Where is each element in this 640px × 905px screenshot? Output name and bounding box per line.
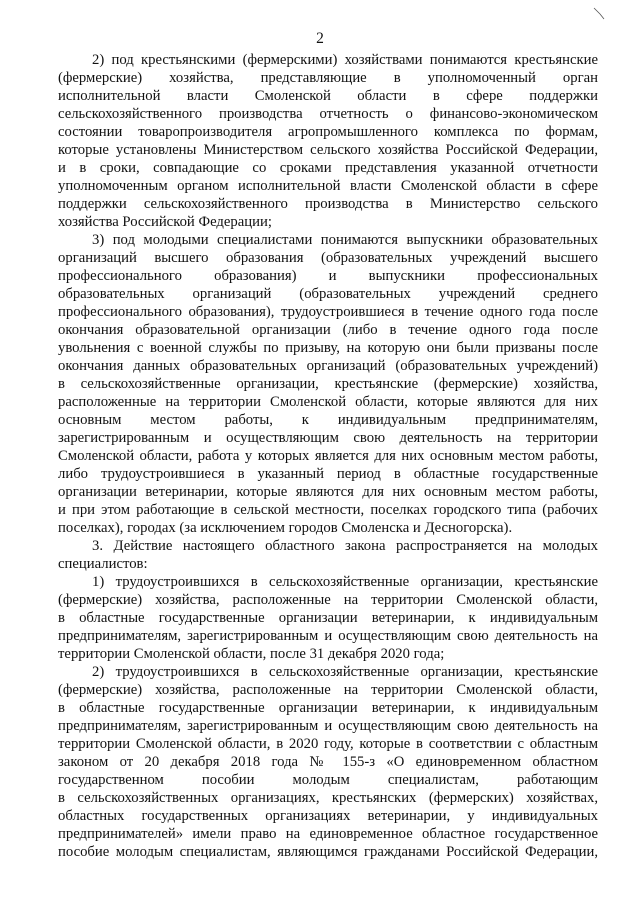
text-line: организации ветеринарии, которые являются для них основным местом работы, [58, 484, 598, 500]
text-line: организаций высшего образования (образовательных учреждений высшего [58, 250, 598, 266]
text-line: и при этом работающие в сельской местности, поселках городского типа (рабочих [58, 502, 598, 518]
text-line: зарегистрированным и осуществляющим свою деятельность на территории [58, 430, 598, 446]
text-line: либо трудоустроившиеся в указанный период в областные государственные [58, 466, 598, 482]
text-line: 3. Действие настоящего областного закона распространяется на молодых [92, 538, 598, 554]
text-line: которые установлены Министерством сельского хозяйства Российской Федерации, [58, 142, 598, 158]
text-line: предпринимателям, зарегистрированным и осуществляющим свою деятельность на [58, 628, 598, 644]
text-line: в сельскохозяйственные организации, крестьянские (фермерские) хозяйства, [58, 376, 598, 392]
text-line: окончания данных образовательных организаций (образовательных учреждений) [58, 358, 598, 374]
text-line: хозяйства Российской Федерации; [58, 214, 272, 230]
text-line: (фермерские) хозяйства, расположенные на территории Смоленской области, [58, 592, 598, 608]
text-line: и в сроки, совпадающие со сроками представления указанной отчетности [58, 160, 598, 176]
text-line: сельскохозяйственного производства отчетность о финансово-экономическом [58, 106, 598, 122]
text-line: 2) под крестьянскими (фермерскими) хозяйствами понимаются крестьянские [92, 52, 598, 68]
text-line: в областные государственные организации ветеринарии, к индивидуальным [58, 610, 598, 626]
text-line: территории Смоленской области, в 2020 году, которые в соответствии с областным [58, 736, 598, 752]
text-line: поселках), городах (за исключением городов Смоленска и Десногорска). [58, 520, 513, 536]
text-line: в сельскохозяйственных организациях, крестьянских (фермерских) хозяйствах, [58, 790, 598, 806]
text-line: увольнения с военной службы по призыву, на которую они были призваны после [58, 340, 598, 356]
text-line: областных государственных организациях ветеринарии, у индивидуальных [58, 808, 598, 824]
text-line: исполнительной власти Смоленской области в сфере поддержки [58, 88, 598, 104]
text-line: окончания образовательной организации (либо в течение одного года после [58, 322, 598, 338]
text-line: профессионального образования), трудоустроившиеся в течение одного года после [58, 304, 598, 320]
page-number: 2 [316, 30, 324, 47]
text-line: поддержки сельскохозяйственного производства в Министерство сельского [58, 196, 598, 212]
text-line: профессионального образования) и выпускники профессиональных [58, 268, 598, 284]
text-line: образовательных организаций (образовательных учреждений среднего [58, 286, 598, 302]
text-line: основным местом работы, к индивидуальным предпринимателям, [58, 412, 598, 428]
text-line: пособие молодым специалистам, являющимся гражданами Российской Федерации, [58, 844, 598, 860]
text-line: законом от 20 декабря 2018 года № 155-з «О единовременном областном [58, 754, 598, 770]
text-line: расположенные на территории Смоленской области, которые являются для них [58, 394, 598, 410]
text-line: (фермерские) хозяйства, расположенные на территории Смоленской области, [58, 682, 598, 698]
document-body [58, 51, 598, 861]
scan-corner-mark [592, 6, 606, 20]
text-line: состоянии товаропроизводителя агропромышленного комплекса по формам, [58, 124, 598, 140]
text-line: территории Смоленской области, после 31 декабря 2020 года; [58, 646, 445, 662]
text-line: Смоленской области, работа у которых является для них основным местом работы, [58, 448, 598, 464]
text-line: государственном пособии молодым специалистам, работающим [58, 772, 598, 788]
text-line: предпринимателей» имели право на единовременное областное государственное [58, 826, 598, 842]
text-line: уполномоченным органом исполнительной власти Смоленской области в сфере [58, 178, 598, 194]
text-line: 3) под молодыми специалистами понимаются выпускники образовательных [92, 232, 598, 248]
text-line: специалистов: [58, 556, 148, 572]
text-line: предпринимателям, зарегистрированным и осуществляющим свою деятельность на [58, 718, 598, 734]
text-line: (фермерские) хозяйства, представляющие в уполномоченный орган [58, 70, 598, 86]
text-line: 1) трудоустроившихся в сельскохозяйственные организации, крестьянские [92, 574, 598, 590]
text-line: в областные государственные организации ветеринарии, к индивидуальным [58, 700, 598, 716]
text-line: 2) трудоустроившихся в сельскохозяйственные организации, крестьянские [92, 664, 598, 680]
